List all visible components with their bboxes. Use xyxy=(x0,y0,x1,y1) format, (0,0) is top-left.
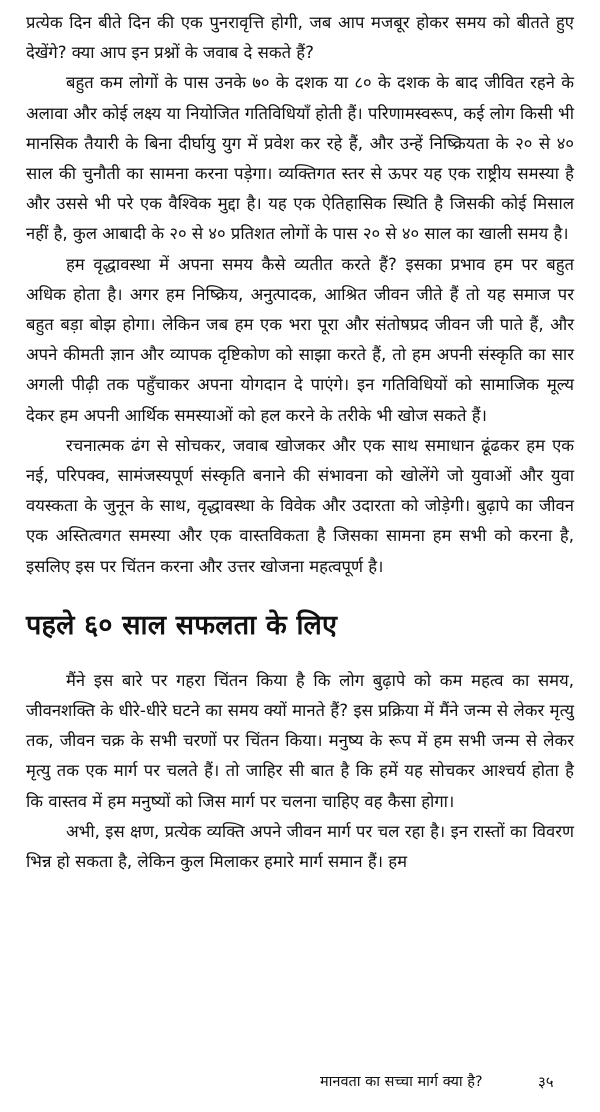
page-footer xyxy=(0,1066,600,1096)
paragraph-reflection: मैंने इस बारे पर गहरा चिंतन किया है कि लोग बुढ़ापे को कम महत्व का समय, जीवनशक्ति के धीरे-धीरे घटने का समय क्यों मानते हैं? इस प्रक्रिया में मैंने जन्म से लेकर मृत्यु तक, जीवन चक्र के सभी चरणों पर चिंतन किया। मनुष्य के रूप में हम सभी जन्म से लेकर मृत्यु तक एक मार्ग पर चलते हैं। तो जाहिर सी बात है कि हमें यह सोचकर आश्चर्य होता है कि वास्तव में हम मनुष्यों को जिस मार्ग पर चलना चाहिए वह कैसा होगा। xyxy=(26,670,574,811)
paragraph-life-path: अभी, इस क्षण, प्रत्येक व्यक्ति अपने जीवन मार्ग पर चल रहा है। इन रास्तों का विवरण भिन्न हो सकता है, लेकिन कुल मिलाकर हमारे मार्ग समान हैं। हम xyxy=(26,821,574,872)
page-number: ३५ xyxy=(538,1073,554,1091)
paragraph-longevity: बहुत कम लोगों के पास उनके ७० के दशक या ८० के दशक के बाद जीवित रहने के अलावा और कोई लक्ष्य या नियोजित गतिविधियाँ होती हैं। परिणामस्वरूप, कई लोग किसी भी मानसिक तैयारी के बिना दीर्घायु युग में प्रवेश कर रहे हैं, और उन्हें निष्क्रियता के २० से ४० साल की चुनौती का सामना करना पड़ेगा। व्यक्तिगत स्तर से ऊपर यह एक राष्ट्रीय समस्या है और उससे भी परे एक वैश्विक मुद्दा है। यह एक ऐतिहासिक स्थिति है जिसकी कोई मिसाल नहीं है, कुल आबादी के २० से ४० प्रतिशत लोगों के पास २० से ४० साल का खाली समय है। xyxy=(26,73,574,244)
paragraph-continuation: प्रत्येक दिन बीते दिन की एक पुनरावृत्ति होगी, जब आप मजबूर होकर समय को बीतते हुए देखेंगे? क्या आप इन प्रश्नों के जवाब दे सकते हैं? xyxy=(26,13,574,63)
section-heading: पहले ६० साल सफलता के लिए xyxy=(26,609,338,641)
paragraph-old-age-impact: हम वृद्धावस्था में अपना समय कैसे व्यतीत करते हैं? इसका प्रभाव हम पर बहुत अधिक होता है। अगर हम निष्क्रिय, अनुत्पादक, आश्रित जीवन जीते हैं तो यह समाज पर बहुत बड़ा बोझ होगा। लेकिन जब हम एक भरा पूरा और संतोषप्रद जीवन जी पाते हैं, और अपने कीमती ज्ञान और व्यापक दृष्टिकोण को साझा करते हैं, तो हम अपनी संस्कृति का सार अगली पीढ़ी तक पहुँचाकर अपना योगदान दे पाएंगे। इन गतिविधियों को सामाजिक मूल्य देकर हम अपनी आर्थिक समस्याओं को हल करने के तरीके भी खोज सकते हैं। xyxy=(26,254,574,425)
page-body xyxy=(26,8,574,877)
footer-book-title: मानवता का सच्चा मार्ग क्या है? xyxy=(320,1074,483,1090)
paragraph-creative-culture: रचनात्मक ढंग से सोचकर, जवाब खोजकर और एक साथ समाधान ढूंढकर हम एक नई, परिपक्व, सामंजस्यपूर्ण संस्कृति बनाने की संभावना को खोलेंगे जो युवाओं और युवा वयस्कता के जुनून के साथ, वृद्धावस्था के विवेक और उदारता को जोड़ेगी। बुढ़ापे का जीवन एक अस्तित्वगत समस्या और एक वास्तविकता है जिसका सामना हम सभी को करना है, इसलिए इस पर चिंतन करना और उत्तर खोजना महत्वपूर्ण है। xyxy=(26,435,574,576)
